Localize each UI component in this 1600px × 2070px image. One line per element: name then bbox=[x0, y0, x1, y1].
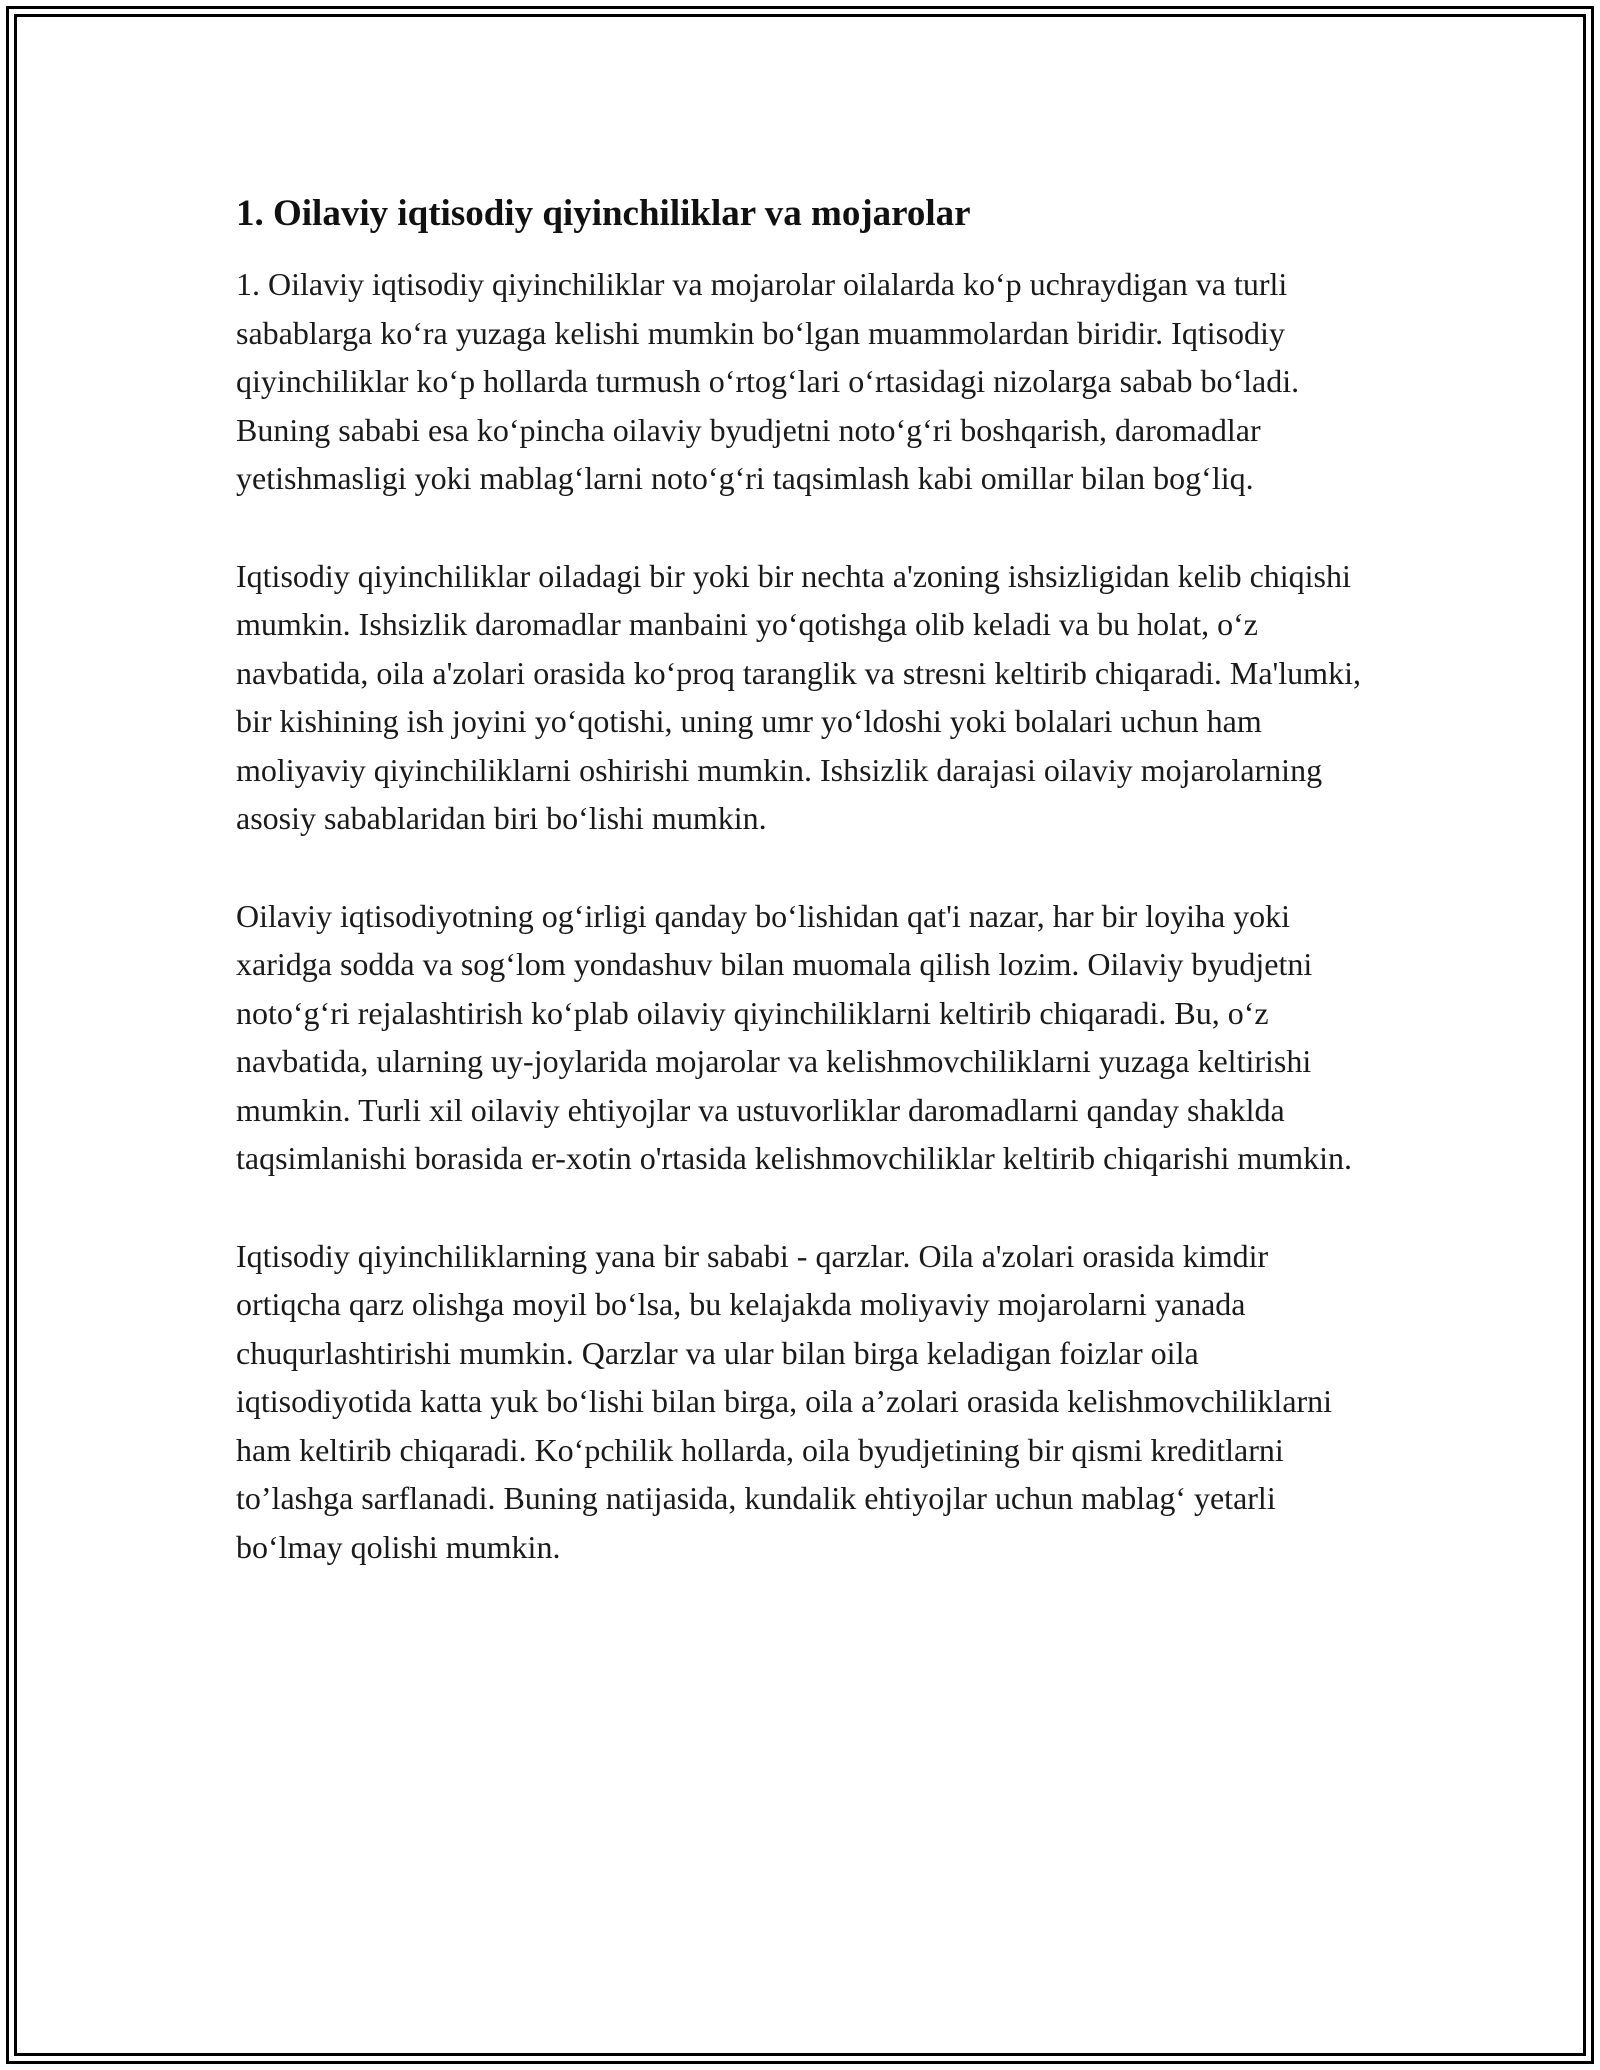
document-body bbox=[236, 188, 1366, 1571]
paragraph-2: Iqtisodiy qiyinchiliklar oiladagi bir yoki bir nechta a'zoning ishsizligidan kelib chiqishi mumkin. Ishsizlik daromadlar manbaini yo‘qotishga olib keladi va bu holat, o‘z navbatida, oila a'zolari orasida ko‘proq taranglik va stresni keltirib chiqaradi. Ma'lumki, bir kishining ish joyini yo‘qotishi, uning umr yo‘ldoshi yoki bolalari uchun ham moliyaviy qiyinchiliklarni oshirishi mumkin. Ishsizlik darajasi oilaviy mojarolarning asosiy sabablaridan biri bo‘lishi mumkin. bbox=[236, 557, 1361, 836]
paragraph-4: Iqtisodiy qiyinchiliklarning yana bir sababi - qarzlar. Oila a'zolari orasida kimdir ortiqcha qarz olishga moyil bo‘lsa, bu kelajakda moliyaviy mojarolarni yanada chuqurlashtirishi mumkin. Qarzlar va ular bilan birga keladigan foizlar oila iqtisodiyotida katta yuk bo‘lishi bilan birga, oila a’zolari orasida kelishmovchiliklarni ham keltirib chiqaradi. Ko‘pchilik hollarda, oila byudjetining bir qismi kreditlarni to’lashga sarflanadi. Buning natijasida, kundalik ehtiyojlar uchun mablag‘ yetarli bo‘lmay qolishi mumkin. bbox=[236, 1237, 1333, 1565]
paragraph-1: 1. Oilaviy iqtisodiy qiyinchiliklar va mojarolar oilalarda ko‘p uchraydigan va turli sabablarga ko‘ra yuzaga kelishi mumkin bo‘lgan muammolardan biridir. Iqtisodiy qiyinchiliklar ko‘p hollarda turmush o‘rtog‘lari o‘rtasidagi nizolarga sabab bo‘ladi. Buning sababi esa ko‘pincha oilaviy byudjetni noto‘g‘ri boshqarish, daromadlar yetishmasligi yoki mablag‘larni noto‘g‘ri taqsimlash kabi omillar bilan bog‘liq. bbox=[236, 266, 1300, 496]
paragraph-3: Oilaviy iqtisodiyotning og‘irligi qanday bo‘lishidan qat'i nazar, har bir loyiha yoki xaridga sodda va sog‘lom yondashuv bilan muomala qilish lozim. Oilaviy byudjetni noto‘g‘ri rejalashtirish ko‘plab oilaviy qiyinchiliklarni keltirib chiqaradi. Bu, o‘z navbatida, ularning uy-joylarida mojarolar va kelishmovchiliklarni yuzaga keltirishi mumkin. Turli xil oilaviy ehtiyojlar va ustuvorliklar daromadlarni qanday shaklda taqsimlanishi borasida er-xotin o'rtasida kelishmovchiliklar keltirib chiqarishi mumkin. bbox=[236, 897, 1353, 1176]
section-heading: 1. Oilaviy iqtisodiy qiyinchiliklar va mojarolar bbox=[236, 193, 971, 234]
